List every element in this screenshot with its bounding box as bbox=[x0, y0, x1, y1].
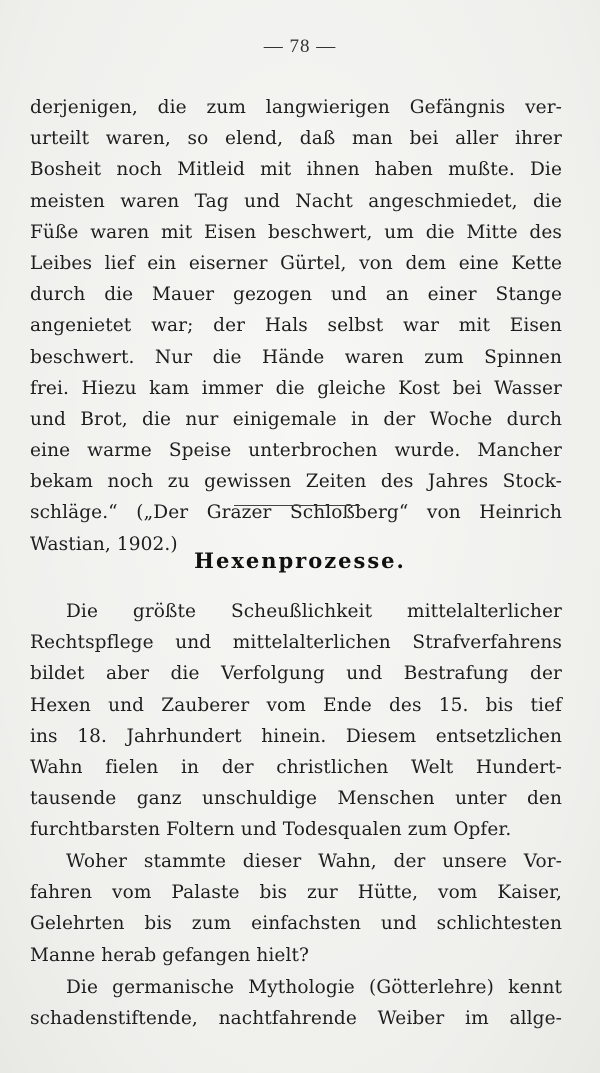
text-line: frei. Hiezu kam immer die gleiche Kost bei Wasser bbox=[30, 377, 562, 399]
section-divider bbox=[234, 505, 360, 506]
paragraph-1 bbox=[30, 596, 562, 846]
text-line: Die größte Scheußlichkeit mittelalterlicher bbox=[66, 601, 562, 622]
text-line: bildet aber die Verfolgung und Bestrafung der bbox=[30, 663, 562, 685]
text-line: bekam noch zu gewissen Zeiten des Jahres Stock- bbox=[30, 471, 562, 493]
paragraph-3 bbox=[30, 972, 562, 1034]
text-line: Rechtspflege und mittelalterlichen Strafverfahrens bbox=[30, 632, 562, 654]
text-line: tausende ganz unschuldige Menschen unter den bbox=[30, 788, 562, 810]
text-line: derjenigen, die zum langwierigen Gefängnis ver- bbox=[30, 97, 562, 118]
text-line: Wahn fielen in der christlichen Welt Hundert- bbox=[30, 756, 562, 778]
text-line: Manne herab gefangen hielt? bbox=[30, 944, 310, 966]
continued-paragraph bbox=[30, 92, 562, 560]
text-line: schläge.“ („Der Grazer Schloßberg“ von Heinrich bbox=[30, 502, 562, 524]
text-line: furchtbarsten Foltern und Todesqualen zum Opfer. bbox=[30, 819, 512, 841]
text-line: urteilt waren, so elend, daß man bei aller ihrer bbox=[30, 128, 562, 150]
text-line: Leibes lief ein eiserner Gürtel, von dem eine Kette bbox=[30, 252, 562, 274]
text-line: ins 18. Jahrhundert hinein. Diesem entsetzlichen bbox=[30, 725, 562, 747]
text-line: und Brot, die nur einigemale in der Woche durch bbox=[30, 408, 562, 430]
text-line: Gelehrten bis zum einfachsten und schlichtesten bbox=[30, 913, 562, 935]
text-line: Füße waren mit Eisen beschwert, um die Mitte des bbox=[30, 221, 562, 243]
text-line: Hexen und Zauberer vom Ende des 15. bis tief bbox=[30, 694, 562, 716]
section-heading: Hexenprozesse. bbox=[194, 548, 406, 573]
text-line: beschwert. Nur die Hände waren zum Spinnen bbox=[30, 346, 562, 368]
text-line: Bosheit noch Mitleid mit ihnen haben mußte. Die bbox=[30, 159, 562, 181]
text-line: Woher stammte dieser Wahn, der unsere Vor- bbox=[66, 851, 562, 872]
text-line: eine warme Speise unterbrochen wurde. Mancher bbox=[30, 440, 562, 462]
text-line: durch die Mauer gezogen und an einer Stange bbox=[30, 284, 562, 306]
text-line: fahren vom Palaste bis zur Hütte, vom Kaiser, bbox=[30, 882, 562, 904]
text-line: meisten waren Tag und Nacht angeschmiedet, die bbox=[30, 190, 562, 212]
text-line: Die germanische Mythologie (Götterlehre) kennt bbox=[66, 977, 562, 998]
text-line: Wastian, 1902.) bbox=[30, 533, 178, 555]
page-number: — 78 — bbox=[263, 36, 337, 57]
text-line: schadenstiftende, nachtfahrende Weiber im allge- bbox=[30, 1008, 562, 1030]
text-line: angenietet war; der Hals selbst war mit Eisen bbox=[30, 315, 562, 337]
paragraph-2 bbox=[30, 846, 562, 971]
